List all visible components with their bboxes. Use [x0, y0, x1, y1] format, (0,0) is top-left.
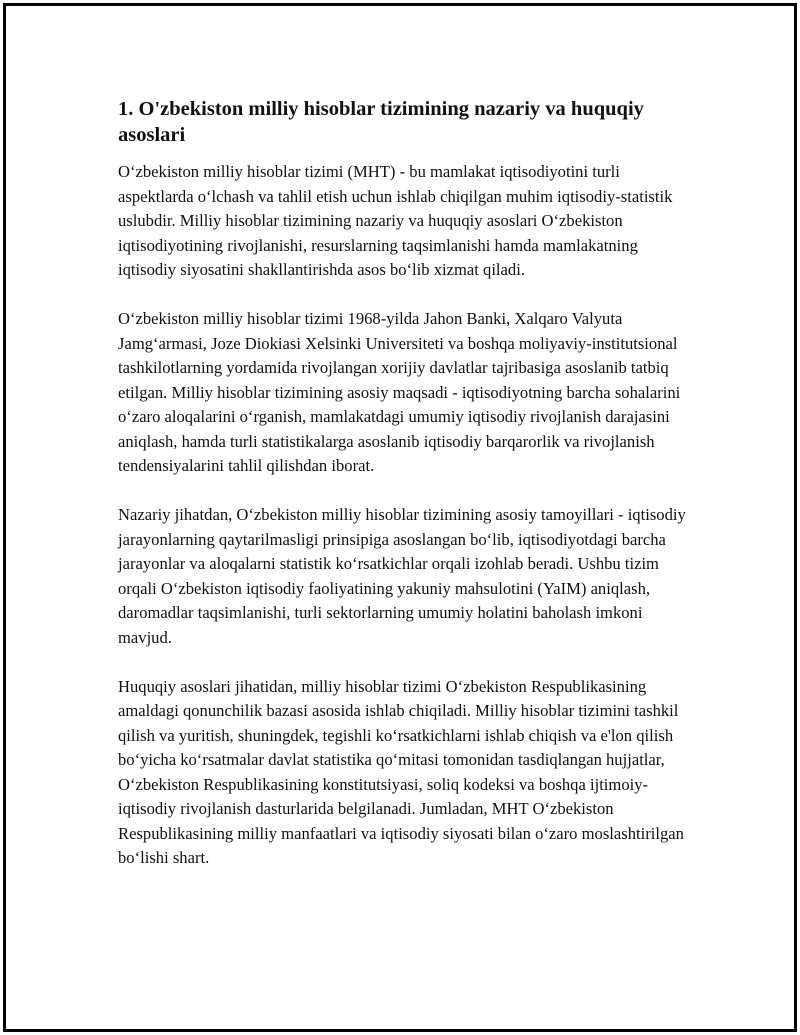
- paragraph-3: Nazariy jihatdan, O‘zbekiston milliy hisoblar tizimining asosiy tamoyillari - iqtisodiy jarayonlarning qaytarilmasligi prinsipiga asoslangan bo‘lib, iqtisodiyotdagi barcha jarayonlar va aloqalarni statistik ko‘rsatkichlar orqali izohlab beradi. Ushbu tizim orqali O‘zbekiston iqtisodiy faoliyatining yakuniy mahsulotini (YaIM) aniqlash, daromadlar taqsimlanishi, turli sektorlarning umumiy holatini baholash imkoni mavjud.: [118, 505, 686, 647]
- section-heading: 1. O'zbekiston milliy hisoblar tizimining nazariy va huquqiy asoslari: [118, 98, 644, 146]
- paragraph-4: Huquqiy asoslari jihatidan, milliy hisoblar tizimi O‘zbekiston Respublikasining amaldagi qonunchilik bazasi asosida ishlab chiqiladi. Milliy hisoblar tizimini tashkil qilish va yuritish, shuningdek, tegishli ko‘rsatkichlarni ishlab chiqish va e'lon qilish bo‘yicha ko‘rsatmalar davlat statistika qo‘mitasi tomonidan tasdiqlangan hujjatlar, O‘zbekiston Respublikasining konstitutsiyasi, soliq kodeksi va boshqa ijtimoiy-iqtisodiy rivojlanish dasturlarida belgilanadi. Jumladan, MHT O‘zbekiston Respublikasining milliy manfaatlari va iqtisodiy siyosati bilan o‘zaro moslashtirilgan bo‘lishi shart.: [118, 676, 684, 867]
- document-body: [118, 96, 690, 895]
- paragraph-2: O‘zbekiston milliy hisoblar tizimi 1968-yilda Jahon Banki, Xalqaro Valyuta Jamg‘armasi, Joze Diokiasi Xelsinki Universiteti va boshqa moliyaviy-institutsional tashkilotlarning yordamida rivojlangan xorijiy davlatlar tajribasiga asoslanib tatbiq etilgan. Milliy hisoblar tizimining asosiy maqsadi - iqtisodiyotning barcha sohalarini o‘zaro aloqalarini o‘rganish, mamlakatdagi umumiy iqtisodiy rivojlanish darajasini aniqlash, hamda turli statistikalarga asoslanib iqtisodiy barqarorlik va rivojlanish tendensiyalarini tahlil qilishdan iborat.: [118, 309, 681, 475]
- paragraph-1: O‘zbekiston milliy hisoblar tizimi (MHT) - bu mamlakat iqtisodiyotini turli aspektlarda o‘lchash va tahlil etish uchun ishlab chiqilgan muhim iqtisodiy-statistik uslubdir. Milliy hisoblar tizimining nazariy va huquqiy asoslari O‘zbekiston iqtisodiyotining rivojlanishi, resurslarning taqsimlanishi hamda mamlakatning iqtisodiy siyosatini shakllantirishda asos bo‘lib xizmat qiladi.: [118, 162, 673, 279]
